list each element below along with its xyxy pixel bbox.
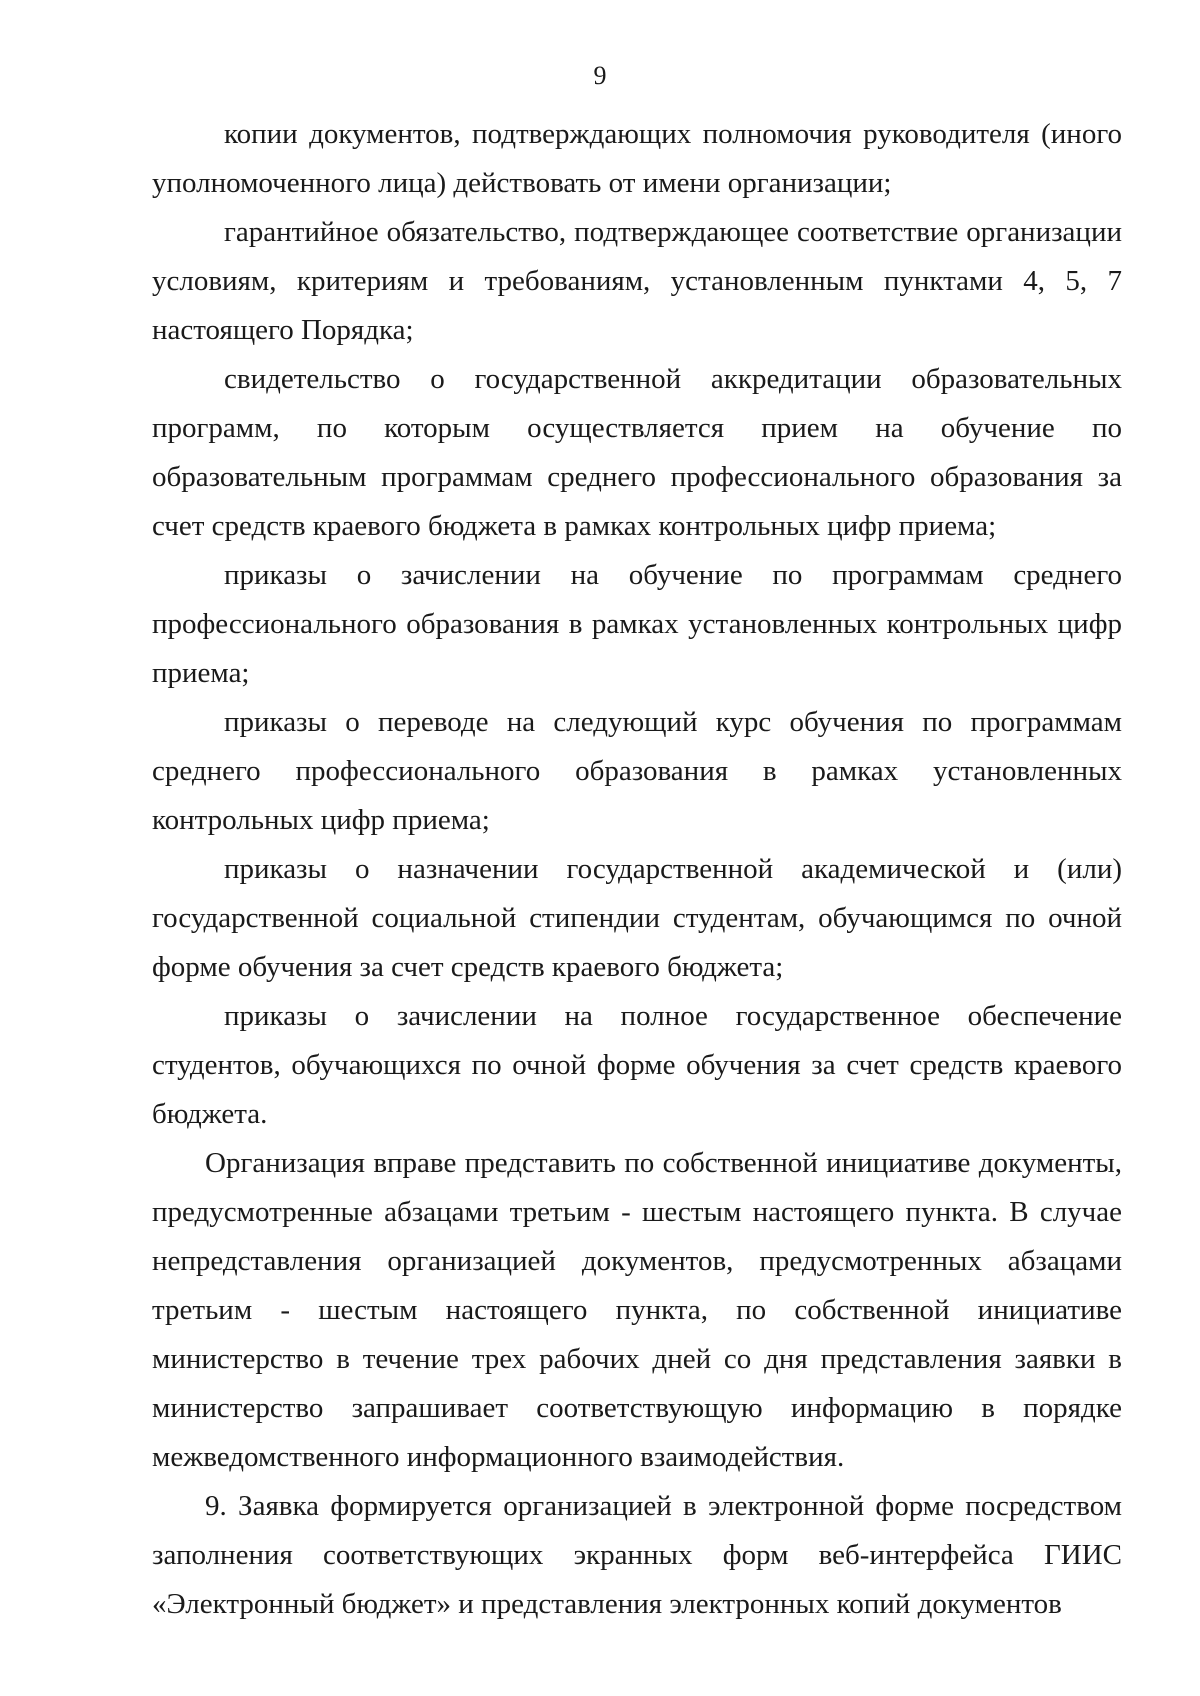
page-number: 9 <box>593 61 607 90</box>
paragraph-full-support-orders: приказы о зачислении на полное государственное обеспечение студентов, обучающихся по очной форме обучения за счет средств краевого бюджета. <box>152 1000 1122 1130</box>
paragraph-organization-right: Организация вправе представить по собственной инициативе документы, предусмотренные абзацами третьим - шестым настоящего пункта. В случае непредставления организацией документов, предусмотренных абзацами третьим - шестым настоящего пункта, по собственной инициативе министерство в течение трех рабочих дней со дня представления заявки в министерство запрашивает соответствующую информацию в порядке межведомственного информационного взаимодействия. <box>152 1147 1122 1473</box>
paragraph-transfer-orders: приказы о переводе на следующий курс обучения по программам среднего профессионального образования в рамках установленных контрольных цифр приема; <box>152 706 1122 836</box>
paragraph-accreditation-certificate: свидетельство о государственной аккредитации образовательных программ, по которым осуществляется прием на обучение по образовательным программам среднего профессионального образования за счет средств краевого бюджета в рамках контрольных цифр приема; <box>152 363 1122 542</box>
document-text <box>152 110 1122 1629</box>
paragraph-authority-documents: копии документов, подтверждающих полномочия руководителя (иного уполномоченного лица) действовать от имени организации; <box>152 118 1122 199</box>
paragraph-guarantee-obligation: гарантийное обязательство, подтверждающее соответствие организации условиям, критериям и требованиям, установленным пунктами 4, 5, 7 настоящего Порядка; <box>152 216 1122 346</box>
paragraph-scholarship-orders: приказы о назначении государственной академической и (или) государственной социальной стипендии студентам, обучающимся по очной форме обучения за счет средств краевого бюджета; <box>152 853 1122 983</box>
paragraph-item-9: 9. Заявка формируется организацией в электронной форме посредством заполнения соответствующих экранных форм веб-интерфейса ГИИС «Электронный бюджет» и представления электронных копий документов <box>152 1490 1122 1620</box>
paragraph-enrollment-orders: приказы о зачислении на обучение по программам среднего профессионального образования в рамках установленных контрольных цифр приема; <box>152 559 1122 689</box>
